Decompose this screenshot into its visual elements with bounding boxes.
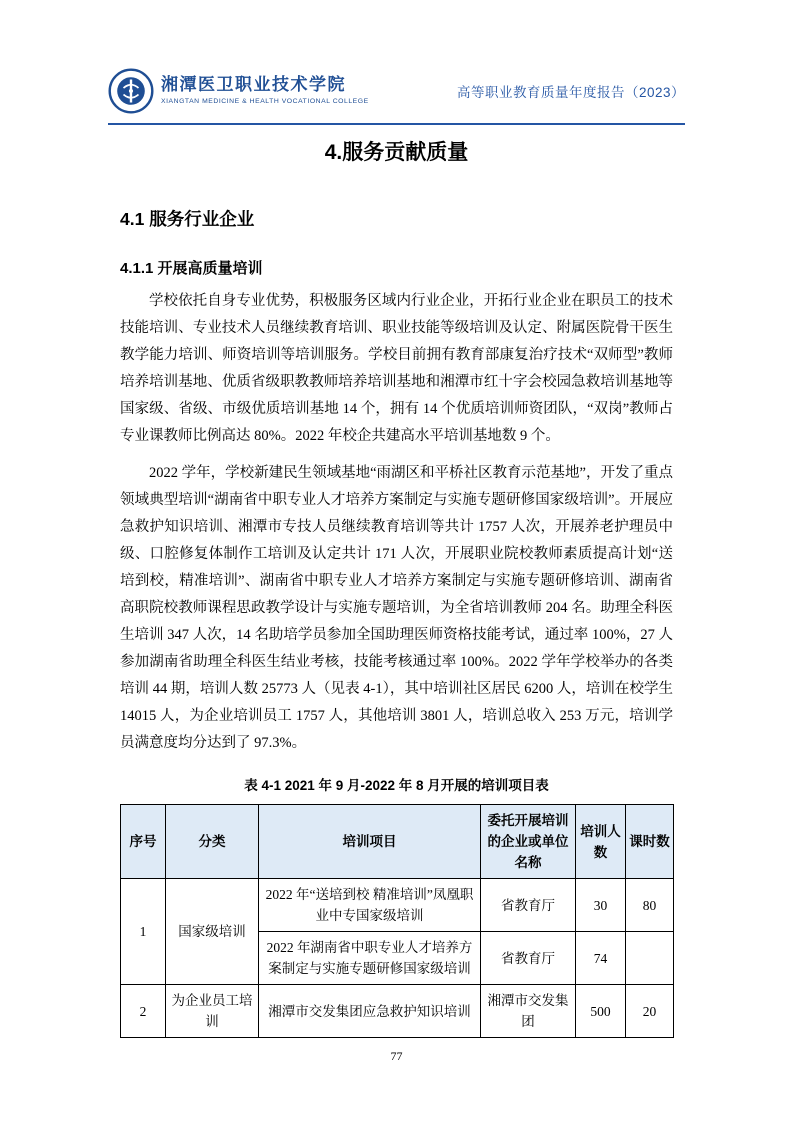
cell-project: 湘潭市交发集团应急救护知识培训	[259, 985, 481, 1038]
cell-trainees: 500	[576, 985, 626, 1038]
cell-seq: 1	[121, 879, 166, 985]
table-row	[121, 985, 674, 1038]
header-seq: 序号	[121, 805, 166, 879]
college-name-cn: 湘潭医卫职业技术学院	[161, 74, 346, 95]
page-number: 77	[390, 1049, 403, 1063]
subsection-title: 4.1.1 开展高质量培训	[120, 260, 263, 277]
cell-project: 2022 年湖南省中职专业人才培养方案制定与实施专题研修国家级培训	[259, 932, 481, 985]
table-row	[121, 879, 674, 932]
college-name-en: XIANGTAN MEDICINE & HEALTH VOCATIONAL COLLEGE	[161, 98, 369, 106]
cell-trainees: 74	[576, 932, 626, 985]
document-content	[120, 130, 673, 1038]
chapter-title: 4.服务贡献质量	[324, 141, 469, 164]
header-project: 培训项目	[259, 805, 481, 879]
cell-trainees: 30	[576, 879, 626, 932]
report-title: 高等职业教育质量年度报告（2023）	[456, 85, 685, 100]
cell-hours: 80	[626, 879, 674, 932]
paragraph-2: 2022 学年，学校新建民生领域基地“雨湖区和平桥社区教育示范基地”，开发了重点领域典型培训“湖南省中职专业人才培养方案制定与实施专题研修国家级培训”。开展应急救护知识培训、湘潭市专技人员继续教育培训等共计 1757 人次，开展养老护理员中级、口腔修复体制作工培训及认定共计 171 人次，开展职业院校教师素质提高计划“送培到校，精准培训”、湖南省中职专业人才培养方案制定与实施专题研修培训、湖南省高职院校教师课程思政教学设计与实施专题培训，为全省培训教师 204 名。助理全科医生培训 347 人次，14 名助培学员参加全国助理医师资格技能考试，通过率 100%，27 人参加湖南省助理全科医生结业考核，技能考核通过率 100%。2022 学年学校举办的各类培训 44 期，培训人数 25773 人（见表 4-1），其中培训社区居民 6200 人，培训在校学生 14015 人，为企业培训员工 1757 人，其他培训 3801 人，培训总收入 253 万元，培训学员满意度均分达到了 97.3%。	[120, 465, 673, 751]
cell-hours	[626, 932, 674, 985]
header-org: 委托开展培训的企业或单位名称	[481, 805, 576, 879]
college-emblem-icon	[108, 68, 154, 114]
cell-seq: 2	[121, 985, 166, 1038]
header-trainees: 培训人数	[576, 805, 626, 879]
college-name-block	[161, 76, 369, 106]
cell-org: 省教育厅	[481, 932, 576, 985]
table-header-row	[121, 805, 674, 879]
cell-org: 湘潭市交发集团	[481, 985, 576, 1038]
cell-category: 国家级培训	[166, 879, 259, 985]
header-hours: 课时数	[626, 805, 674, 879]
college-logo-block	[108, 68, 369, 114]
page-header	[108, 68, 685, 125]
paragraph-1: 学校依托自身专业优势，积极服务区域内行业企业，开拓行业企业在职员工的技术技能培训、专业技术人员继续教育培训、职业技能等级培训及认定、附属医院骨干医生教学能力培训、师资培训等培训服务。学校目前拥有教育部康复治疗技术“双师型”教师培养培训基地、优质省级职教教师培养培训基地和湘潭市红十字会校园急救培训基地等国家级、省级、市级优质培训基地 14 个，拥有 14 个优质培训师资团队，“双岗”教师占专业课教师比例高达 80%。2022 年校企共建高水平培训基地数 9 个。	[120, 293, 673, 444]
training-projects-table	[120, 804, 674, 1038]
cell-category: 为企业员工培训	[166, 985, 259, 1038]
cell-project: 2022 年“送培到校 精准培训”凤凰职业中专国家级培训	[259, 879, 481, 932]
section-title: 4.1 服务行业企业	[120, 209, 255, 229]
header-category: 分类	[166, 805, 259, 879]
cell-hours: 20	[626, 985, 674, 1038]
table-caption: 表 4-1 2021 年 9 月-2022 年 8 月开展的培训项目表	[244, 778, 549, 793]
cell-org: 省教育厅	[481, 879, 576, 932]
